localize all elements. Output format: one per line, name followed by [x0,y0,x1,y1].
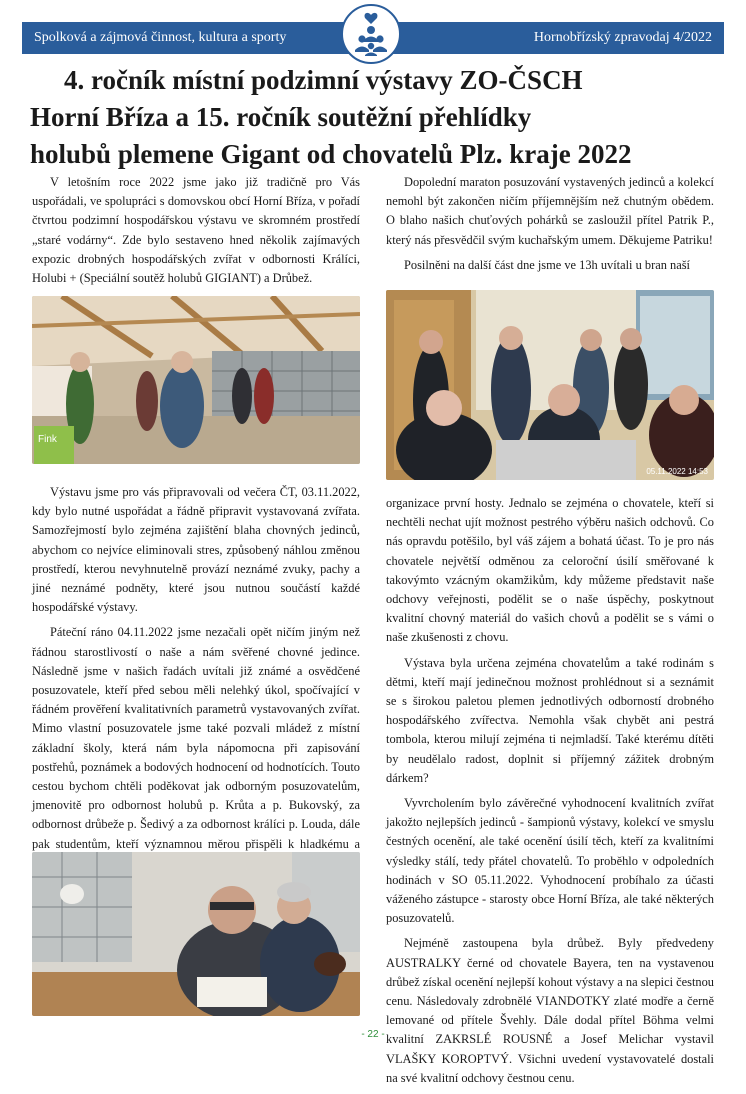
title-line-1: 4. ročník místní podzimní výstavy ZO-ČSCH [64,65,583,95]
photo-sign-text: Fink [38,434,57,445]
paragraph: organizace první hosty. Jednalo se zejména o chovatele, kteří si nechtěli nechat ujít možnost pestrého výběru našich odchovů. Co nás opravdu potěšilo, byl váš zájem a bohatá účast. To je pro nás chovatele největší odměnou za celoroční úsilí směřované k takovýmto vzácným okamžikům, kdy můžeme představit naše odchovy veřejnosti, podělit se o naše úspěchy, poskytnout kvalitní chovný materiál do vašich chovů a podělit se s vámi o naše zkušenosti z chovu. [386,496,714,645]
section-name: Spolková a zájmová činnost, kultura a sporty [34,30,287,45]
paragraph: Vyvrcholením bylo závěrečné vyhodnocení kvalitních zvířat jakožto nejlepších jedinců - šampionů výstavy, kolekcí ve smyslu čestných ocenění, ale také ocenění úsilí těch, kteří za kvalitními výsledky stálí, tedy přátel chovatelů. To proběhlo v odpoledních hodinách v SO 05.11.2022. Vyhodnocení probíhalo za účasti váženého zástupce - starosty obce Horní Bříza, ale také některých posuzovatelů. [386,796,714,926]
paragraph: Posilněni na další část dne jsme ve 13h uvítali u bran naší [404,257,690,272]
judging-photo [32,852,360,1016]
paragraph: Výstava byla určena zejména chovatelům a také rodinám s dětmi, kteří mají jedinečnou možnost prohlédnout si a seznámit se s širokou paletou plemen jednotlivých odborností drobného hospodářského zvířectva. Nemohla však chybět ani pestrá tombola, kterou milují zejména ti nejmladší. Také kterému dítěti by neudělalo radost, doplnit si příjemný zážitek drobným dárkem? [386,655,714,785]
right-column-top [386,173,714,281]
paragraph: Dopolední maraton posuzování vystavených jedinců a kolekcí nemohl být zakončen ničím příjemnějším než chutným obědem. O blaho našich chuťových pohárků se zasloužil přítel Patrik P., který nás přesvědčil svým kuchařským umem. Děkujeme Patriku! [386,175,714,247]
photo-timestamp: 05.11.2022 14:53 [646,467,708,476]
article-title [30,62,720,173]
title-line-2: Horní Bříza a 15. ročník soutěžní přehlídky [30,102,532,132]
right-column-main [386,494,714,1094]
rabbit-club-logo-icon [343,6,399,62]
guests-photo [386,290,714,480]
paragraph: Výstavu jsme pro vás připravovali od večera ČT, 03.11.2022, kdy bylo nutné uspořádat a řádně připravit vystavovaná zvířata. Samozřejmostí bylo zejména zajištění blaha chovných jedinců, abychom co nejvíce eliminovali stres, způsobený náhlou změnou prostředí, kterou nevyhnutelně provází neznámé zvuky, pachy a jiné neznámé podněty, které jsou nutnou součástí každé hospodářské výstavy. [32,485,360,615]
issue-name: Hornobřízský zpravodaj 4/2022 [533,30,712,45]
page-number: - 22 - [361,1029,385,1040]
logo [341,4,401,64]
paragraph: Páteční ráno 04.11.2022 jsme nezačali opět ničím jiným než řádnou starostlivostí o naše a nám svěřené chovné jedince. Následně jsme v našich řadách uvítali již známé a osvědčené posuzovatele, kteří před sebou měli nelehký úkol, spočívající v řádném prověření kvalitativních parametrů vystavovaných zvířat. Mimo vlastní posuzovatele jsme také pozvali mládež z místní základní školy, která nám byla nápomocna při zapisování postřehů, poznámek a bodových hodnocení od hodnotících. Touto cestou bychom chtěli poděkovat jak odborným posuzovatelům, jmenovitě pro odbornost holubů p. Krůta a p. Bukovský, za odbornost drůbeže p. Šedivý a za odbornost králíci p. Louda, dále pak studentům, kteří významnou měrou přispěli k hladkému a [32,625,360,851]
paragraph: Nejméně zastoupena byla drůbež. Byly předvedeny AUSTRALKY černé od chovatele Bayera, ten na vystavenou drůbež získal ocenění nejlepší kohout výstavy a na slepici čestnou cenu. Následovaly zdrobnělé VIANDOTKY zlaté modře a černě lemované od přítele Švehly. Dále dodal přítel Böhma velmi kvalitní ZAKRSLÉ ROUSNÉ a Josef Melichar vystavil VLAŠKY KOROPTVÝ. Všichni uvedení vystavovatelé dostali na své kvalitní odchovy čestnou cenu. [386,936,714,1085]
left-column-top [32,173,360,294]
title-line-3: holubů plemene Gigant od chovatelů Plz. kraje 2022 [30,139,632,169]
paragraph: V letošním roce 2022 jsme jako již tradičně pro Vás uspořádali, ve spolupráci s domovskou obcí Horní Bříza, v pořadí čtvrtou podzimní hospodářskou výstavu ve skromném prostředí „staré vodárny“. Zde bylo sestaveno hned několik zajímavých expozic drobných hospodářských zvířat v odbornosti Králíci, Holubi + (Speciální soutěž holubů GIGIANT) a Drůbež. [32,175,360,286]
left-column-middle [32,483,360,879]
exhibition-hall-photo [32,296,360,464]
